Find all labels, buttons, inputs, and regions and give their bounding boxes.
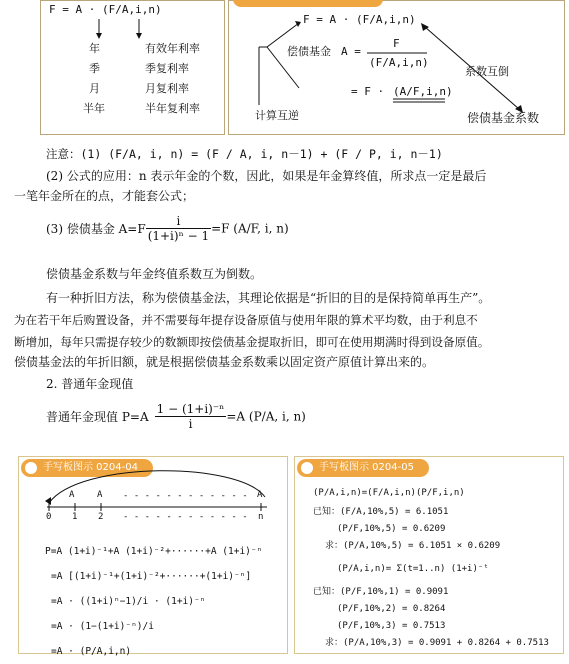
para-line-4: 偿债基金法的年折旧额，就是根据偿债基金系数乘以固定资产原值计算出来的。 <box>14 355 435 369</box>
known-pf-10-3: (P/F,10%,3) = 0.7513 <box>337 621 446 631</box>
rate-monthly: 月复利率 <box>145 82 189 95</box>
panel-tab-label: 手写板图示 0204-04 <box>43 462 138 473</box>
timeline-label-0: 0 <box>46 512 52 522</box>
rate-quarterly: 季复利率 <box>145 62 189 75</box>
timeline-label-1: 1 <box>72 512 78 522</box>
calc-reverse-label: 计算互逆 <box>255 109 299 122</box>
pv-num: 1 − (1+i)⁻ⁿ <box>156 402 225 416</box>
find-pa-10-3: 求：(P/A,10%,3) = 0.9091 + 0.8264 + 0.7513 <box>325 638 549 648</box>
diagram-period-rates <box>40 0 225 135</box>
known-fa-10-5: 已知：(F/A,10%,5) = 6.1051 <box>313 507 449 517</box>
sf-num: i <box>146 214 211 229</box>
section-heading: 2. 普通年金现值 <box>46 377 134 391</box>
pv-den: i <box>188 417 193 431</box>
sinking-eq3-frac: (A/F,i,n) <box>393 85 453 98</box>
sinking-fund-formula <box>46 214 289 254</box>
para-line-1: 有一种折旧方法，称为偿债基金法，其理论依据是“折旧的目的是保持简单再生产”。 <box>46 291 491 305</box>
known-pf-10-2: (P/F,10%,2) = 0.8264 <box>337 604 446 614</box>
para-line-3: 断增加，每年只需提存较少的数额即按偿债基金提取折旧，即可在使用期满时得到设备原值。 <box>14 335 490 349</box>
note-line-4: 偿债基金系数与年金终值系数互为倒数。 <box>46 267 263 281</box>
timeline-a-1: A <box>69 490 75 500</box>
period-month: 月 <box>89 82 100 95</box>
find-pa-10-5: 求：(P/A,10%,5) = 6.1051 × 0.6209 <box>325 541 501 551</box>
rate-half-year: 半年复利率 <box>145 102 200 115</box>
note-line-2a: (2) 公式的应用：n 表示年金的个数，因此，如果是年金算终值，所求点一定是最后 <box>46 169 487 183</box>
timeline-label-n: n <box>258 512 264 522</box>
known-pf-10-1: 已知：(P/F,10%,1) = 0.9091 <box>313 587 449 597</box>
pen-icon <box>301 462 313 474</box>
note-line-2b: 一笔年金所在的点，才能套公式； <box>14 189 195 203</box>
fa-formula: F = A · (F/A,i,n) <box>49 3 162 16</box>
pa-sum-formula: (P/A,i,n)= Σ(t=1..n) (1+i)⁻ᵗ <box>337 564 489 574</box>
panel-tab-0204-05 <box>297 459 429 477</box>
reciprocal-label: 系数互倒 <box>465 65 509 78</box>
timeline-a-2: A <box>97 490 103 500</box>
sinking-eq2-num: F <box>393 37 400 50</box>
pv-derivation-4: =A · (1−(1+i)⁻ⁿ)/i <box>51 621 154 632</box>
sf-suffix: =F (A/F, i, n) <box>211 221 289 236</box>
pv-suffix: =A (P/A, i, n) <box>226 409 306 424</box>
panel-tab-label: 手写板图示 0204-05 <box>319 462 414 473</box>
known-pf-10-5: (P/F,10%,5) = 0.6209 <box>337 524 446 534</box>
para-line-2: 为在若干年后购置设备，并不需要每年提存设备原值与使用年限的算术平均数，由于利息不 <box>14 313 478 327</box>
sinking-eq3-lhs: = F · <box>351 85 385 98</box>
sinking-eq2-den: (F/A,i,n) <box>369 56 429 69</box>
pv-derivation-1: P=A (1+i)⁻¹+A (1+i)⁻²+······+A (1+i)⁻ⁿ <box>45 546 263 557</box>
note-line-1: 注意：(1) (F/A, i, n) = (F / A, i, n－1) + (F / P, i, n－1) <box>46 147 443 161</box>
sinking-eq2-lhs: A = <box>341 45 361 58</box>
pv-derivation-3: =A · ((1+i)ⁿ−1)/i · (1+i)⁻ⁿ <box>51 596 206 607</box>
sinking-fund-label: 偿债基金 <box>287 45 331 58</box>
pa-identity: (P/A,i,n)=(F/A,i,n)(P/F,i,n) <box>313 488 465 498</box>
panel-0204-05 <box>294 456 564 654</box>
sinking-coef-label: 偿债基金系数 <box>467 111 540 125</box>
pv-derivation-2: =A [(1+i)⁻¹+(1+i)⁻²+······+(1+i)⁻ⁿ] <box>51 571 252 582</box>
period-year: 年 <box>89 42 100 55</box>
pv-prefix: 普通年金现值 P=A <box>46 410 149 424</box>
timeline-a-n: A <box>257 490 263 500</box>
timeline-label-2: 2 <box>98 512 104 522</box>
timeline-dashes-top: - - - - - - - - - - - - <box>123 491 248 501</box>
pv-derivation-5: =A · (P/A,i,n) <box>51 646 132 657</box>
sinking-eq1: F = A · (F/A,i,n) <box>303 13 416 26</box>
sf-prefix: (3) 偿债基金 A=F <box>46 222 146 236</box>
period-quarter: 季 <box>89 62 100 75</box>
pv-formula <box>46 402 306 431</box>
rate-effective-annual: 有效年利率 <box>145 42 200 55</box>
panel-0204-04 <box>18 456 288 657</box>
sf-den: (1+i)ⁿ − 1 <box>147 229 210 243</box>
timeline-dashes-bottom: - - - - - - - - - - - - <box>123 512 248 522</box>
period-half-year: 半年 <box>83 102 105 115</box>
diagram-sinking-fund <box>228 0 565 135</box>
